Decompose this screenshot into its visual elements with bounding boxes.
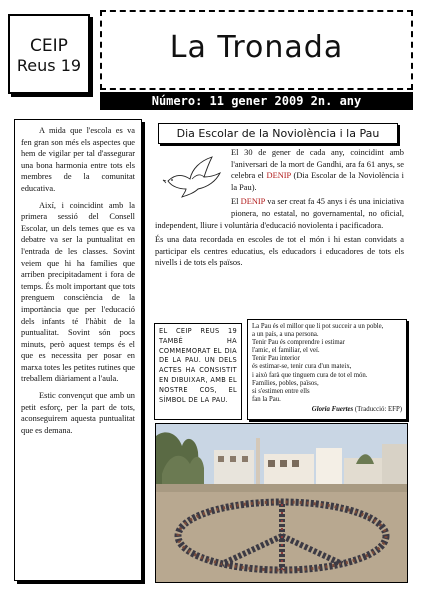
dove-icon	[162, 153, 226, 203]
editorial-paragraph: Estic convençut que amb un petit esforç, per la part de tots, aconseguirem aquesta puntualitat que es demana.	[21, 391, 135, 435]
masthead-box	[100, 10, 413, 90]
peace-symbol-photo	[155, 423, 408, 583]
poem-translation: (Traducció: EFP)	[353, 405, 402, 413]
poem-author-line	[252, 406, 402, 414]
school-name-line2: Reus 19	[16, 56, 82, 75]
newspaper-title: La Tronada	[169, 30, 344, 65]
poem-line: Famílies, pobles, països,	[252, 379, 319, 387]
article-text-span: El	[231, 197, 241, 207]
poem-line: Tenir Pau interior	[252, 355, 300, 363]
article-text-span: El 30 de gener de cada any, coincidint amb l'aniversari de la mort de Gandhi, ara fa 61 anys, se celebra el	[231, 148, 404, 181]
issue-bar	[100, 92, 413, 110]
school-name-box	[8, 14, 90, 94]
poem-box	[247, 319, 407, 420]
editorial-column	[14, 119, 142, 581]
section-heading: Dia Escolar de la Noviolència i la Pau	[176, 127, 380, 140]
school-celebration-note: EL CEIP REUS 19 TAMBÉ HA COMMEMORAT EL DIA DE LA PAU. UN DELS ACTES HA CONSISTIT EN DIBUIXAR, AMB EL NOSTRE COS, EL SÍMBOL DE LA PAU.	[154, 323, 242, 420]
article-paragraph: És una data recordada en escoles de tot el món i hi estan convidats a participar els centres educatius, els educadors i educadores de tots els nivells i de tots els països.	[155, 235, 404, 268]
poem-line: i això farà que tinguem cura de tot el món.	[252, 371, 368, 379]
poem-line: fan la Pau.	[252, 395, 281, 403]
poem-author: Gloria Fuertes	[311, 405, 354, 413]
denip-link: DENIP	[266, 171, 291, 181]
poem-line: La Pau és el millor que li pot succeir a un poble,	[252, 323, 384, 330]
article-text-span: va ser creat fa 45 anys i és una iniciativa pionera, no estatal, no governamental, no oficial, independent, lliure i voluntària d'educació noviolenta i pacificadora.	[155, 197, 404, 230]
article-text-span: (Dia Escolar de la Noviolència i la Pau).	[231, 171, 404, 192]
editorial-paragraph: Així, i coincidint amb la primera sessió del Consell Escolar, un dels temes que es va debatre va ser la puntualitat en l'entrada de les classes. Sovint veiem que hi ha famílies que arriben precipitadament i fora de temps. És molt important que tots prenguem consciència de la importància que per l'educació dels infants té l'hàbit de la puntualitat. Sovint són pocs minuts, però aquest temps és el que es necessita per posar en marxa totes les petites rutines que treballem diàriament a l'aula.	[21, 200, 135, 384]
issue-info: Número: 11 gener 2009 2n. any	[151, 94, 362, 108]
poem-line: és estimar-se, tenir cura d'un mateix,	[252, 363, 352, 371]
poem-line: a un país, a una persona.	[252, 331, 319, 339]
editorial-paragraph: A mida que l'escola es va fen gran son més els aspectes que hem de vigilar per tal d'assegurar una bona harmonia entre tots els membres de la comunitat educativa.	[21, 126, 135, 193]
denip-link: DENIP	[240, 197, 266, 207]
photo-illustration	[156, 424, 408, 583]
poem-line: l'amic, el familiar, el veí.	[252, 347, 320, 355]
section-heading-box	[158, 123, 398, 144]
poem-line: Tenir Pau és comprendre i estimar	[252, 339, 345, 347]
poem-line: si s'estimen entre ells	[252, 387, 310, 395]
school-name-line1: CEIP	[30, 36, 68, 56]
